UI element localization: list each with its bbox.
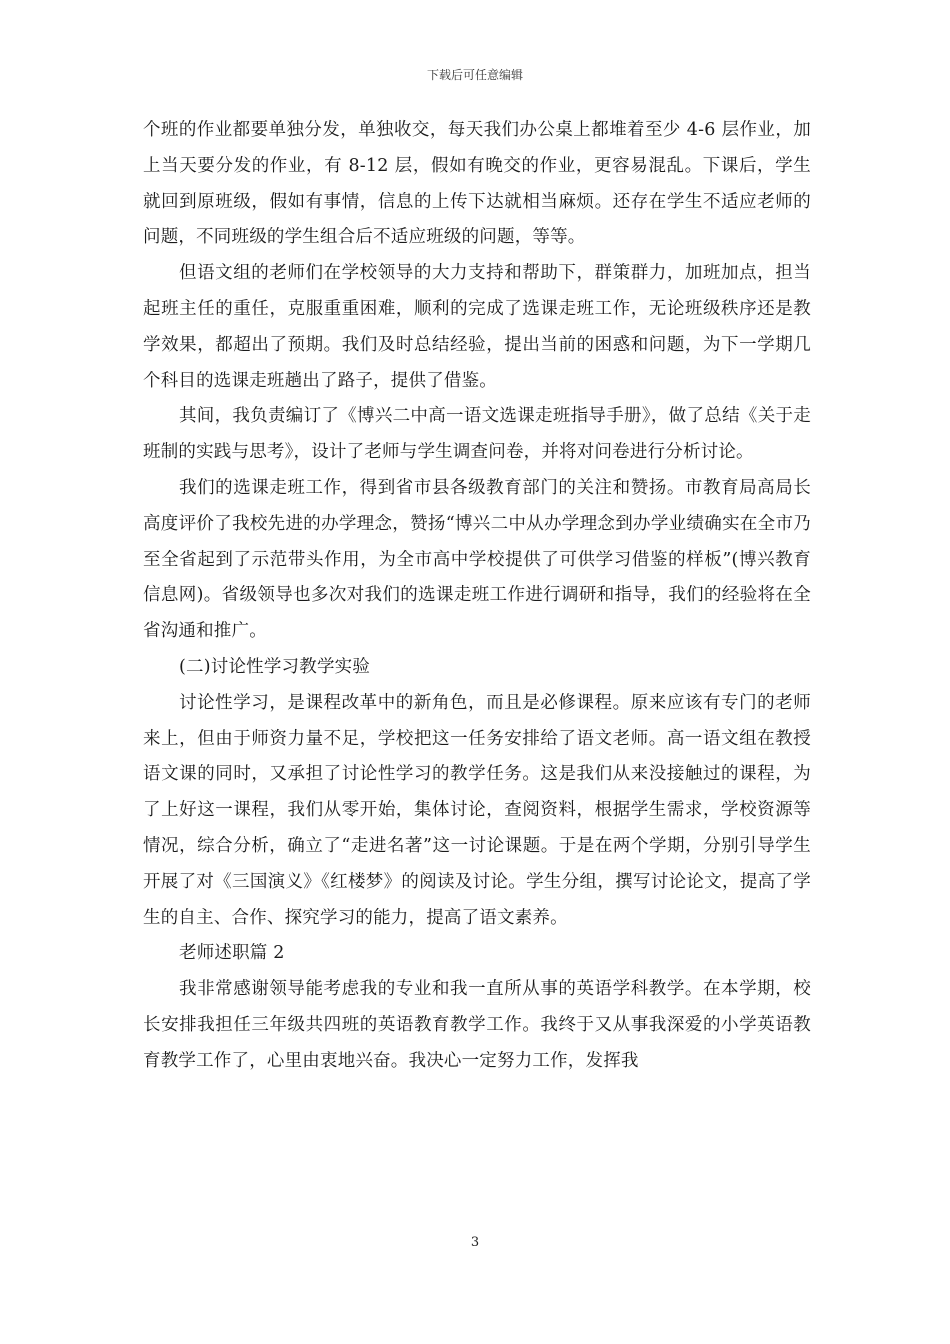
document-body xyxy=(143,113,811,1080)
paragraph-1: 个班的作业都要单独分发，单独收交，每天我们办公桌上都堆着至少 4-6 层作业，加上当天要分发的作业，有 8-12 层，假如有晚交的作业，更容易混乱。下课后，学生就回到原班级，假如有事情，信息的上传下达就相当麻烦。还存在学生不适应老师的问题，不同班级的学生组合后不适应班级的问题，等等。 xyxy=(143,120,811,248)
section-heading-teacher-report-2: 老师述职篇 2 xyxy=(179,943,285,964)
section-heading-discussion-learning: (二)讨论性学习教学实验 xyxy=(179,656,371,677)
paragraph-2: 但语文组的老师们在学校领导的大力支持和帮助下，群策群力，加班加点，担当起班主任的重任，克服重重困难，顺利的完成了选课走班工作，无论班级秩序还是教学效果，都超出了预期。我们及时总结经验，提出当前的困惑和问题，为下一学期几个科目的选课走班趟出了路子，提供了借鉴。 xyxy=(143,263,811,391)
paragraph-4: 我们的选课走班工作，得到省市县各级教育部门的关注和赞扬。市教育局高局长高度评价了我校先进的办学理念，赞扬“博兴二中从办学理念到办学业绩确实在全市乃至全省起到了示范带头作用，为全市高中学校提供了可供学习借鉴的样板”(博兴教育信息网)。省级领导也多次对我们的选课走班工作进行调研和指导，我们的经验将在全省沟通和推广。 xyxy=(143,477,811,642)
paragraph-6: 我非常感谢领导能考虑我的专业和我一直所从事的英语学科教学。在本学期，校长安排我担任三年级共四班的英语教育教学工作。我终于又从事我深爱的小学英语教育教学工作了，心里由衷地兴奋。我决心一定努力工作，发挥我 xyxy=(143,979,811,1071)
paragraph-5: 讨论性学习，是课程改革中的新角色，而且是必修课程。原来应该有专门的老师来上，但由于师资力量不足，学校把这一任务安排给了语文老师。高一语文组在教授语文课的同时，又承担了讨论性学习的教学任务。这是我们从来没接触过的课程，为了上好这一课程，我们从零开始，集体讨论，查阅资料，根据学生需求，学校资源等情况，综合分析，确立了“走进名著”这一讨论课题。于是在两个学期，分别引导学生开展了对《三国演义》《红楼梦》的阅读及讨论。学生分组，撰写讨论论文，提高了学生的自主、合作、探究学习的能力，提高了语文素养。 xyxy=(143,692,811,928)
page-number: 3 xyxy=(470,1235,480,1250)
page-header: 下载后可任意编辑 xyxy=(426,68,523,82)
paragraph-3: 其间，我负责编订了《博兴二中高一语文选课走班指导手册》，做了总结《关于走班制的实践与思考》，设计了老师与学生调查问卷，并将对问卷进行分析讨论。 xyxy=(143,406,811,463)
